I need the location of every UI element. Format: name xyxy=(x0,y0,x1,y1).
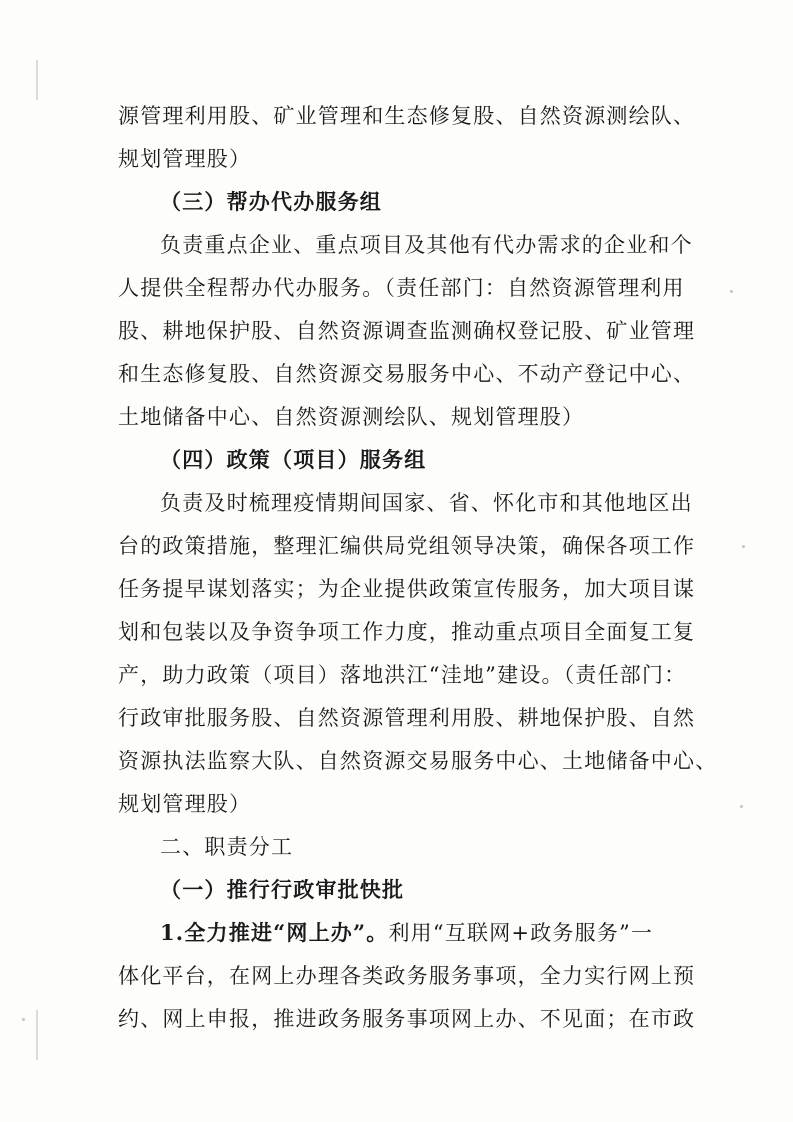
body-line: 约、网上申报，推进政务服务事项网上办、不见面；在市政 xyxy=(118,1007,696,1031)
section-heading: （一）推行行政审批快批 xyxy=(160,877,405,902)
body-line: 负责及时梳理疫情期间国家、省、怀化市和其他地区出 xyxy=(160,491,693,515)
body-line: 规划管理股） xyxy=(118,792,252,816)
body-line: 划和包装以及争资争项工作力度，推动重点项目全面复工复 xyxy=(118,620,696,644)
section-heading: （四）政策（项目）服务组 xyxy=(160,447,427,472)
chapter-heading: 二、职责分工 xyxy=(160,835,294,859)
body-line: 人提供全程帮办代办服务。（责任部门：自然资源管理利用 xyxy=(118,276,685,300)
body-line: 行政审批服务股、自然资源管理利用股、耕地保护股、自然 xyxy=(118,706,696,730)
body-line: 产，助力政策（项目）落地洪江“洼地”建设。（责任部门： xyxy=(118,663,687,687)
body-line: 股、耕地保护股、自然资源调查监测确权登记股、矿业管理 xyxy=(118,319,696,343)
body-line: 任务提早谋划落实；为企业提供政策宣传服务，加大项目谋 xyxy=(118,577,696,601)
section-heading: （三）帮办代办服务组 xyxy=(160,189,382,214)
scan-speck xyxy=(740,805,743,808)
body-line: 资源执法监察大队、自然资源交易服务中心、土地储备中心、 xyxy=(118,749,718,773)
body-line: 体化平台，在网上办理各类政务服务事项，全力实行网上预 xyxy=(118,964,696,988)
item-heading: 1.全力推进“网上办”。 xyxy=(160,920,389,945)
body-line: 规划管理股） xyxy=(118,147,252,171)
body-line: 和生态修复股、自然资源交易服务中心、不动产登记中心、 xyxy=(118,362,696,386)
body-line: 土地储备中心、自然资源测绘队、规划管理股） xyxy=(118,405,585,429)
scan-speck xyxy=(730,290,733,293)
body-text: 利用“互联网+政务服务”一 xyxy=(388,921,654,945)
scan-speck xyxy=(742,545,745,548)
body-line: 源管理利用股、矿业管理和生态修复股、自然资源测绘队、 xyxy=(118,104,696,128)
scan-mark xyxy=(36,1010,38,1060)
scan-mark xyxy=(36,60,38,100)
scan-speck xyxy=(22,1018,25,1021)
body-line: 台的政策措施，整理汇编供局党组领导决策，确保各项工作 xyxy=(118,534,696,558)
body-line: 负责重点企业、重点项目及其他有代办需求的企业和个 xyxy=(160,233,693,257)
paragraph-first-line xyxy=(160,918,653,948)
